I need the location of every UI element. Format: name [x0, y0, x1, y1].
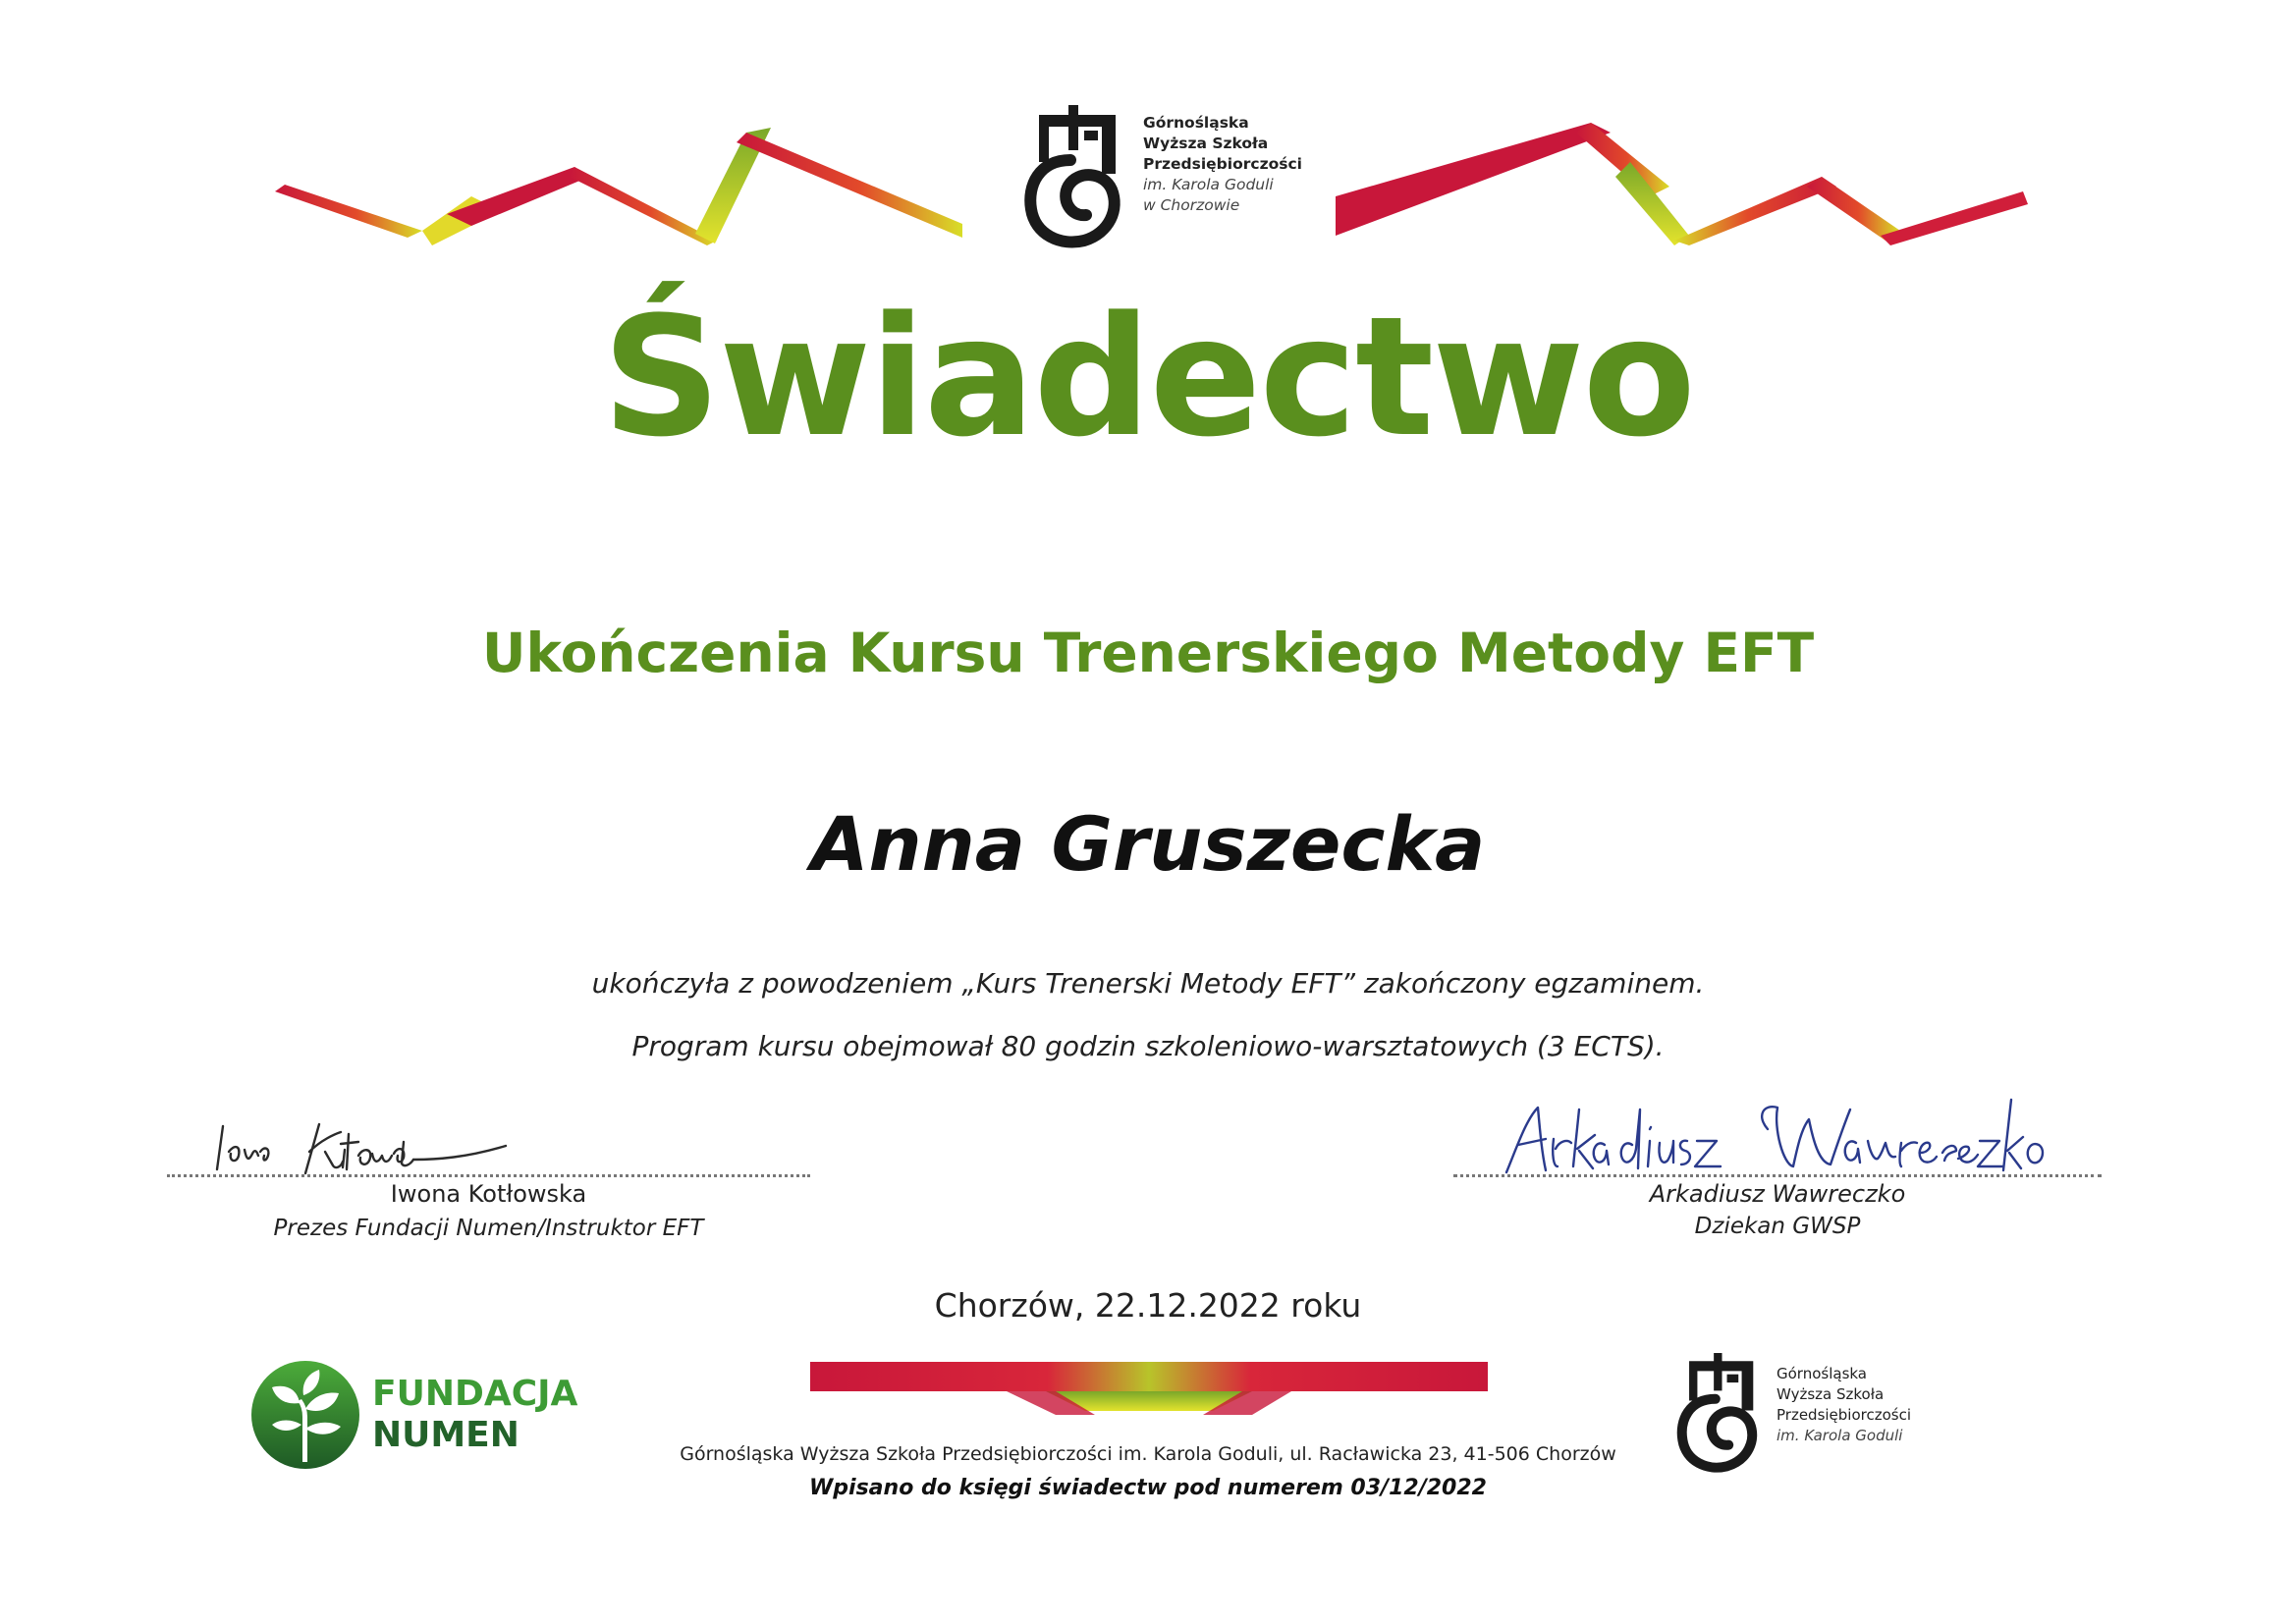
place-date: Chorzów, 22.12.2022 roku: [934, 1286, 1362, 1325]
registry-number: Wpisano do księgi świadectw pod numerem 03/12/2022: [809, 1476, 1487, 1500]
institution-address: Górnośląska Wyższa Szkoła Przedsiębiorczości im. Karola Goduli, ul. Racławicka 23, 41-506 Chorzów: [680, 1443, 1616, 1465]
bottom-logo-line4: im. Karola Goduli: [1777, 1427, 1903, 1444]
numen-line2: NUMEN: [372, 1415, 519, 1455]
numen-line1: FUNDACJA: [372, 1374, 578, 1414]
signatory-left-name: Iwona Kotłowska: [390, 1180, 587, 1208]
top-logo-line5: w Chorzowie: [1143, 196, 1240, 214]
signature-line-right: [1453, 1174, 2102, 1177]
top-logo-line4: im. Karola Goduli: [1143, 176, 1274, 193]
signature-line-left: [167, 1174, 810, 1177]
certificate-title: Świadectwo: [602, 281, 1694, 473]
top-logo: [1021, 103, 1302, 250]
certificate-subtitle: Ukończenia Kursu Trenerskiego Metody EFT: [481, 622, 1815, 684]
signature-right: [1503, 1080, 2052, 1178]
top-logo-line3: Przedsiębiorczości: [1143, 155, 1302, 173]
recipient-name: Anna Gruszecka: [810, 800, 1486, 888]
bottom-logo-line2: Wyższa Szkoła: [1777, 1385, 1885, 1403]
program-text: Program kursu obejmował 80 godzin szkoleniowo-warsztatowych (3 ECTS).: [631, 1030, 1665, 1062]
gwsp-emblem-icon: [1021, 103, 1129, 250]
ribbon-bottom: [810, 1360, 1488, 1419]
signature-left: [211, 1105, 535, 1178]
top-logo-line1: Górnośląska: [1143, 114, 1249, 132]
bottom-logo-line3: Przedsiębiorczości: [1777, 1406, 1912, 1424]
ribbon-top-left: [275, 108, 967, 245]
bottom-logo-line1: Górnośląska: [1777, 1365, 1867, 1382]
top-logo-line2: Wyższa Szkoła: [1143, 135, 1269, 152]
signatory-right-role: Dziekan GWSP: [1694, 1214, 1861, 1239]
signatory-right-name: Arkadiusz Wawreczko: [1649, 1180, 1906, 1208]
ribbon-top-right: [1336, 108, 2028, 245]
completion-text: ukończyła z powodzeniem „Kurs Trenerski Metody EFT” zakończony egzaminem.: [591, 967, 1705, 1000]
signatory-left-role: Prezes Fundacji Numen/Instruktor EFT: [273, 1216, 704, 1241]
